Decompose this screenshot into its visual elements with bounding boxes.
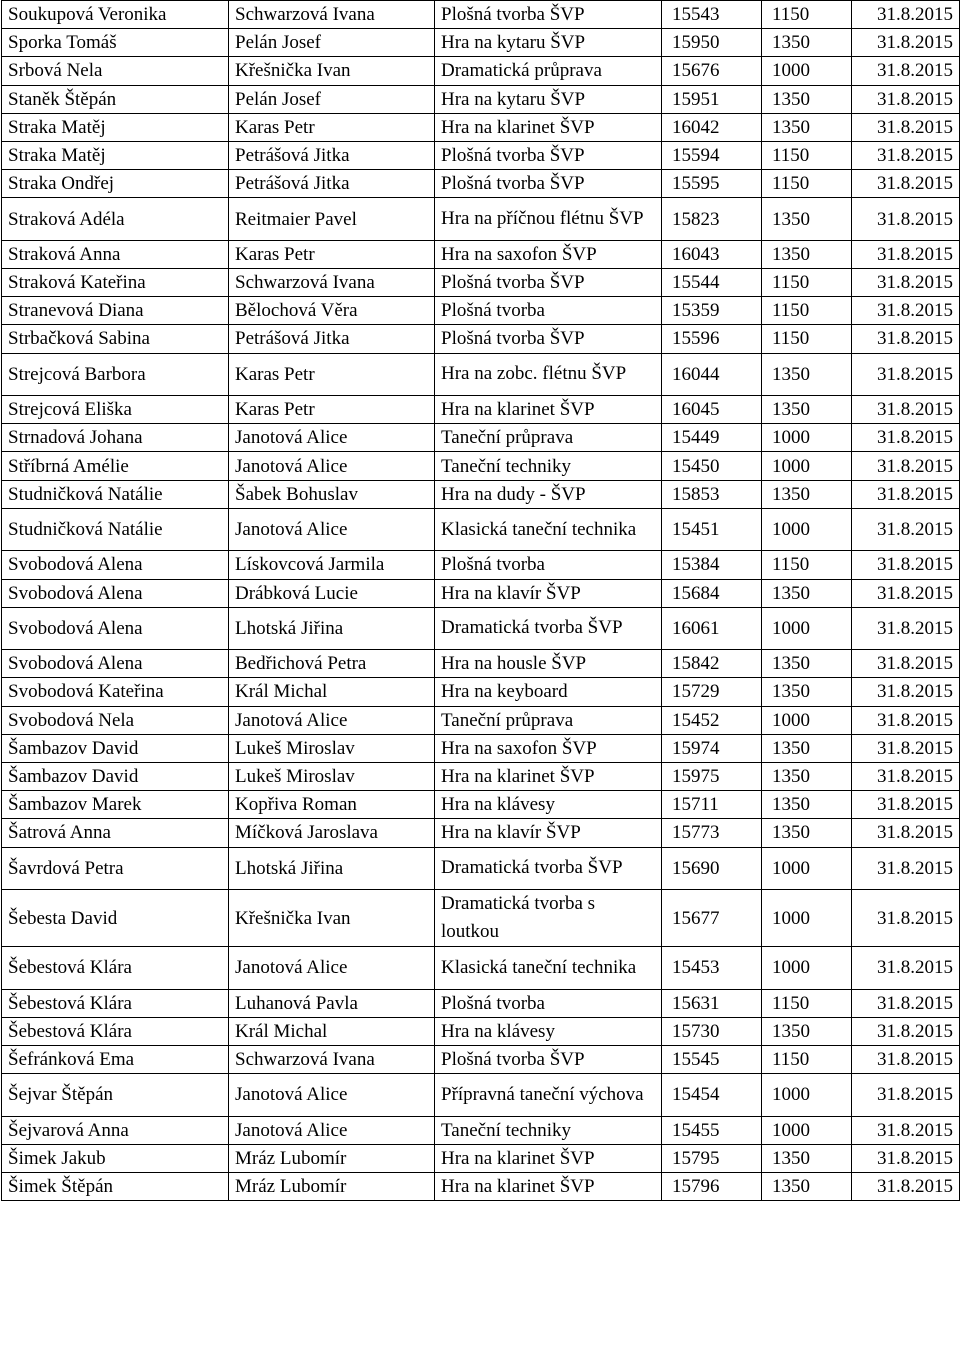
- fee-cell: 1350: [762, 198, 852, 241]
- student-name-cell: Straková Anna: [2, 240, 229, 268]
- code-cell: 16042: [662, 113, 762, 141]
- code-cell: 16043: [662, 240, 762, 268]
- fee-cell: 1350: [762, 113, 852, 141]
- subject-cell: Taneční průprava: [435, 706, 662, 734]
- teacher-name-cell: Drábková Lucie: [229, 579, 435, 607]
- subject-cell: Přípravná taneční výchova: [435, 1074, 662, 1117]
- teacher-name-cell: Janotová Alice: [229, 1116, 435, 1144]
- table-row: [2, 1017, 960, 1045]
- student-name-cell: Staněk Štěpán: [2, 85, 229, 113]
- date-cell: 31.8.2015: [852, 508, 960, 551]
- subject-cell: Klasická taneční technika: [435, 947, 662, 990]
- fee-cell: 1000: [762, 947, 852, 990]
- student-name-cell: Šejvar Štěpán: [2, 1074, 229, 1117]
- fee-cell: 1000: [762, 424, 852, 452]
- date-cell: 31.8.2015: [852, 1116, 960, 1144]
- student-name-cell: Stříbrná Amélie: [2, 452, 229, 480]
- fee-cell: 1000: [762, 508, 852, 551]
- teacher-name-cell: Lhotská Jiřina: [229, 607, 435, 650]
- table-row: [2, 1116, 960, 1144]
- fee-cell: 1150: [762, 170, 852, 198]
- teacher-name-cell: Mráz Lubomír: [229, 1172, 435, 1200]
- code-cell: 15676: [662, 57, 762, 85]
- subject-cell: Hra na dudy - ŠVP: [435, 480, 662, 508]
- code-cell: 15451: [662, 508, 762, 551]
- subject-cell: Hra na kytaru ŠVP: [435, 29, 662, 57]
- student-name-cell: Strejcová Barbora: [2, 353, 229, 396]
- teacher-name-cell: Janotová Alice: [229, 424, 435, 452]
- code-cell: 16045: [662, 396, 762, 424]
- table-row: [2, 791, 960, 819]
- fee-cell: 1000: [762, 706, 852, 734]
- code-cell: 15359: [662, 297, 762, 325]
- code-cell: 15711: [662, 791, 762, 819]
- teacher-name-cell: Král Michal: [229, 678, 435, 706]
- code-cell: 15631: [662, 989, 762, 1017]
- subject-cell: Plošná tvorba ŠVP: [435, 325, 662, 353]
- subject-cell: Dramatická tvorba s loutkou: [435, 890, 662, 947]
- fee-cell: 1350: [762, 1172, 852, 1200]
- subject-cell: Hra na keyboard: [435, 678, 662, 706]
- date-cell: 31.8.2015: [852, 819, 960, 847]
- student-name-cell: Šavrdová Petra: [2, 847, 229, 890]
- code-cell: 15729: [662, 678, 762, 706]
- fee-cell: 1150: [762, 551, 852, 579]
- table-row: [2, 353, 960, 396]
- date-cell: 31.8.2015: [852, 240, 960, 268]
- subject-cell: Klasická taneční technika: [435, 508, 662, 551]
- subject-cell: Hra na klavír ŠVP: [435, 579, 662, 607]
- date-cell: 31.8.2015: [852, 678, 960, 706]
- subject-cell: Plošná tvorba: [435, 551, 662, 579]
- teacher-name-cell: Reitmaier Pavel: [229, 198, 435, 241]
- student-name-cell: Šatrová Anna: [2, 819, 229, 847]
- code-cell: 15594: [662, 141, 762, 169]
- subject-cell: Plošná tvorba ŠVP: [435, 269, 662, 297]
- code-cell: 15853: [662, 480, 762, 508]
- fee-cell: 1350: [762, 29, 852, 57]
- teacher-name-cell: Janotová Alice: [229, 1074, 435, 1117]
- fee-cell: 1350: [762, 353, 852, 396]
- date-cell: 31.8.2015: [852, 297, 960, 325]
- fee-cell: 1150: [762, 989, 852, 1017]
- table-row: [2, 650, 960, 678]
- code-cell: 15449: [662, 424, 762, 452]
- teacher-name-cell: Křešnička Ivan: [229, 890, 435, 947]
- teacher-name-cell: Pelán Josef: [229, 85, 435, 113]
- table-row: [2, 170, 960, 198]
- teacher-name-cell: Mráz Lubomír: [229, 1144, 435, 1172]
- table-row: [2, 762, 960, 790]
- subject-cell: Hra na saxofon ŠVP: [435, 734, 662, 762]
- student-name-cell: Srbová Nela: [2, 57, 229, 85]
- code-cell: 15453: [662, 947, 762, 990]
- student-name-cell: Strnadová Johana: [2, 424, 229, 452]
- code-cell: 15842: [662, 650, 762, 678]
- subject-cell: Hra na klarinet ŠVP: [435, 113, 662, 141]
- date-cell: 31.8.2015: [852, 1017, 960, 1045]
- code-cell: 15974: [662, 734, 762, 762]
- table-row: [2, 480, 960, 508]
- teacher-name-cell: Janotová Alice: [229, 947, 435, 990]
- subject-cell: Taneční techniky: [435, 452, 662, 480]
- code-cell: 16061: [662, 607, 762, 650]
- student-name-cell: Šejvarová Anna: [2, 1116, 229, 1144]
- fee-cell: 1150: [762, 1, 852, 29]
- subject-cell: Taneční průprava: [435, 424, 662, 452]
- fee-cell: 1150: [762, 1045, 852, 1073]
- subject-cell: Hra na příčnou flétnu ŠVP: [435, 198, 662, 241]
- teacher-name-cell: Král Michal: [229, 1017, 435, 1045]
- student-name-cell: Šebesta David: [2, 890, 229, 947]
- subject-cell: Hra na klarinet ŠVP: [435, 762, 662, 790]
- student-name-cell: Šimek Jakub: [2, 1144, 229, 1172]
- subject-cell: Hra na zobc. flétnu ŠVP: [435, 353, 662, 396]
- date-cell: 31.8.2015: [852, 1, 960, 29]
- student-name-cell: Šebestová Klára: [2, 989, 229, 1017]
- fee-cell: 1350: [762, 791, 852, 819]
- fee-cell: 1000: [762, 890, 852, 947]
- teacher-name-cell: Míčková Jaroslava: [229, 819, 435, 847]
- code-cell: 15773: [662, 819, 762, 847]
- fee-cell: 1350: [762, 1017, 852, 1045]
- teacher-name-cell: Bedřichová Petra: [229, 650, 435, 678]
- table-row: [2, 269, 960, 297]
- teacher-name-cell: Karas Petr: [229, 240, 435, 268]
- teacher-name-cell: Lhotská Jiřina: [229, 847, 435, 890]
- date-cell: 31.8.2015: [852, 170, 960, 198]
- table-row: [2, 678, 960, 706]
- fee-cell: 1150: [762, 141, 852, 169]
- fee-cell: 1350: [762, 85, 852, 113]
- student-name-cell: Svobodová Kateřina: [2, 678, 229, 706]
- date-cell: 31.8.2015: [852, 607, 960, 650]
- fee-cell: 1150: [762, 269, 852, 297]
- teacher-name-cell: Křešnička Ivan: [229, 57, 435, 85]
- code-cell: 15795: [662, 1144, 762, 1172]
- table-row: [2, 198, 960, 241]
- table-body: [2, 1, 960, 1201]
- table-row: [2, 141, 960, 169]
- date-cell: 31.8.2015: [852, 579, 960, 607]
- code-cell: 15384: [662, 551, 762, 579]
- fee-cell: 1000: [762, 57, 852, 85]
- code-cell: 16044: [662, 353, 762, 396]
- table-row: [2, 508, 960, 551]
- student-name-cell: Svobodová Alena: [2, 607, 229, 650]
- subject-cell: Plošná tvorba ŠVP: [435, 170, 662, 198]
- fee-cell: 1000: [762, 847, 852, 890]
- table-row: [2, 297, 960, 325]
- date-cell: 31.8.2015: [852, 762, 960, 790]
- date-cell: 31.8.2015: [852, 706, 960, 734]
- teacher-name-cell: Lískovcová Jarmila: [229, 551, 435, 579]
- code-cell: 15823: [662, 198, 762, 241]
- table-row: [2, 734, 960, 762]
- code-cell: 15796: [662, 1172, 762, 1200]
- subject-cell: Hra na klarinet ŠVP: [435, 1172, 662, 1200]
- fee-cell: 1000: [762, 1116, 852, 1144]
- table-row: [2, 607, 960, 650]
- teacher-name-cell: Pelán Josef: [229, 29, 435, 57]
- table-row: [2, 29, 960, 57]
- date-cell: 31.8.2015: [852, 396, 960, 424]
- table-row: [2, 113, 960, 141]
- code-cell: 15975: [662, 762, 762, 790]
- code-cell: 15450: [662, 452, 762, 480]
- student-name-cell: Svobodová Alena: [2, 650, 229, 678]
- fee-cell: 1350: [762, 480, 852, 508]
- subject-cell: Dramatická tvorba ŠVP: [435, 607, 662, 650]
- table-row: [2, 240, 960, 268]
- teacher-name-cell: Lukeš Miroslav: [229, 762, 435, 790]
- fee-cell: 1350: [762, 1144, 852, 1172]
- teacher-name-cell: Schwarzová Ivana: [229, 269, 435, 297]
- code-cell: 15684: [662, 579, 762, 607]
- table-row: [2, 1, 960, 29]
- subject-cell: Hra na kytaru ŠVP: [435, 85, 662, 113]
- fee-cell: 1150: [762, 297, 852, 325]
- fee-cell: 1350: [762, 819, 852, 847]
- table-row: [2, 579, 960, 607]
- subject-cell: Plošná tvorba ŠVP: [435, 141, 662, 169]
- table-row: [2, 989, 960, 1017]
- date-cell: 31.8.2015: [852, 57, 960, 85]
- teacher-name-cell: Schwarzová Ivana: [229, 1, 435, 29]
- subject-cell: Hra na klávesy: [435, 791, 662, 819]
- teacher-name-cell: Janotová Alice: [229, 706, 435, 734]
- fee-cell: 1350: [762, 762, 852, 790]
- student-name-cell: Šambazov David: [2, 734, 229, 762]
- student-name-cell: Šebestová Klára: [2, 1017, 229, 1045]
- table-row: [2, 57, 960, 85]
- subject-cell: Hra na klarinet ŠVP: [435, 396, 662, 424]
- code-cell: 15730: [662, 1017, 762, 1045]
- student-name-cell: Šebestová Klára: [2, 947, 229, 990]
- subject-cell: Plošná tvorba: [435, 297, 662, 325]
- code-cell: 15950: [662, 29, 762, 57]
- teacher-name-cell: Karas Petr: [229, 113, 435, 141]
- date-cell: 31.8.2015: [852, 1074, 960, 1117]
- student-name-cell: Šambazov David: [2, 762, 229, 790]
- date-cell: 31.8.2015: [852, 791, 960, 819]
- student-name-cell: Straková Adéla: [2, 198, 229, 241]
- fee-cell: 1000: [762, 607, 852, 650]
- table-row: [2, 452, 960, 480]
- teacher-name-cell: Schwarzová Ivana: [229, 1045, 435, 1073]
- code-cell: 15595: [662, 170, 762, 198]
- date-cell: 31.8.2015: [852, 1144, 960, 1172]
- subject-cell: Plošná tvorba ŠVP: [435, 1, 662, 29]
- date-cell: 31.8.2015: [852, 424, 960, 452]
- date-cell: 31.8.2015: [852, 29, 960, 57]
- student-name-cell: Straka Matěj: [2, 113, 229, 141]
- fee-cell: 1150: [762, 325, 852, 353]
- subject-cell: Plošná tvorba: [435, 989, 662, 1017]
- student-name-cell: Svobodová Nela: [2, 706, 229, 734]
- date-cell: 31.8.2015: [852, 141, 960, 169]
- code-cell: 15951: [662, 85, 762, 113]
- date-cell: 31.8.2015: [852, 198, 960, 241]
- table-row: [2, 1144, 960, 1172]
- teacher-name-cell: Kopřiva Roman: [229, 791, 435, 819]
- fee-cell: 1350: [762, 579, 852, 607]
- table-row: [2, 819, 960, 847]
- date-cell: 31.8.2015: [852, 353, 960, 396]
- subject-cell: Hra na saxofon ŠVP: [435, 240, 662, 268]
- code-cell: 15452: [662, 706, 762, 734]
- table-row: [2, 1172, 960, 1200]
- subject-cell: Plošná tvorba ŠVP: [435, 1045, 662, 1073]
- teacher-name-cell: Bělochová Věra: [229, 297, 435, 325]
- student-name-cell: Straka Matěj: [2, 141, 229, 169]
- code-cell: 15543: [662, 1, 762, 29]
- teacher-name-cell: Petrášová Jitka: [229, 141, 435, 169]
- date-cell: 31.8.2015: [852, 890, 960, 947]
- student-name-cell: Šimek Štěpán: [2, 1172, 229, 1200]
- date-cell: 31.8.2015: [852, 452, 960, 480]
- teacher-name-cell: Petrášová Jitka: [229, 325, 435, 353]
- student-name-cell: Sporka Tomáš: [2, 29, 229, 57]
- subject-cell: Hra na klarinet ŠVP: [435, 1144, 662, 1172]
- date-cell: 31.8.2015: [852, 650, 960, 678]
- table-row: [2, 706, 960, 734]
- subject-cell: Hra na klavír ŠVP: [435, 819, 662, 847]
- fee-cell: 1350: [762, 734, 852, 762]
- table-row: [2, 1045, 960, 1073]
- date-cell: 31.8.2015: [852, 85, 960, 113]
- table-row: [2, 396, 960, 424]
- student-name-cell: Strbačková Sabina: [2, 325, 229, 353]
- fee-cell: 1350: [762, 396, 852, 424]
- date-cell: 31.8.2015: [852, 734, 960, 762]
- date-cell: 31.8.2015: [852, 551, 960, 579]
- teacher-name-cell: Lukeš Miroslav: [229, 734, 435, 762]
- student-name-cell: Šambazov Marek: [2, 791, 229, 819]
- code-cell: 15690: [662, 847, 762, 890]
- student-name-cell: Straka Ondřej: [2, 170, 229, 198]
- table-row: [2, 1074, 960, 1117]
- teacher-name-cell: Šabek Bohuslav: [229, 480, 435, 508]
- table-row: [2, 551, 960, 579]
- code-cell: 15454: [662, 1074, 762, 1117]
- date-cell: 31.8.2015: [852, 325, 960, 353]
- fee-cell: 1000: [762, 452, 852, 480]
- teacher-name-cell: Janotová Alice: [229, 508, 435, 551]
- table-row: [2, 85, 960, 113]
- date-cell: 31.8.2015: [852, 1045, 960, 1073]
- teacher-name-cell: Luhanová Pavla: [229, 989, 435, 1017]
- fee-cell: 1350: [762, 650, 852, 678]
- student-name-cell: Strejcová Eliška: [2, 396, 229, 424]
- fee-cell: 1350: [762, 240, 852, 268]
- subject-cell: Dramatická průprava: [435, 57, 662, 85]
- date-cell: 31.8.2015: [852, 269, 960, 297]
- fee-cell: 1000: [762, 1074, 852, 1117]
- code-cell: 15677: [662, 890, 762, 947]
- date-cell: 31.8.2015: [852, 480, 960, 508]
- student-name-cell: Straková Kateřina: [2, 269, 229, 297]
- student-name-cell: Studničková Natálie: [2, 480, 229, 508]
- enrollment-table: [1, 0, 960, 1201]
- date-cell: 31.8.2015: [852, 113, 960, 141]
- code-cell: 15596: [662, 325, 762, 353]
- table-row: [2, 847, 960, 890]
- subject-cell: Dramatická tvorba ŠVP: [435, 847, 662, 890]
- teacher-name-cell: Karas Petr: [229, 353, 435, 396]
- date-cell: 31.8.2015: [852, 947, 960, 990]
- student-name-cell: Šefránková Ema: [2, 1045, 229, 1073]
- fee-cell: 1350: [762, 678, 852, 706]
- table-row: [2, 890, 960, 947]
- subject-cell: Hra na housle ŠVP: [435, 650, 662, 678]
- code-cell: 15455: [662, 1116, 762, 1144]
- teacher-name-cell: Petrášová Jitka: [229, 170, 435, 198]
- date-cell: 31.8.2015: [852, 1172, 960, 1200]
- student-name-cell: Studničková Natálie: [2, 508, 229, 551]
- student-name-cell: Stranevová Diana: [2, 297, 229, 325]
- date-cell: 31.8.2015: [852, 847, 960, 890]
- teacher-name-cell: Janotová Alice: [229, 452, 435, 480]
- subject-cell: Hra na klávesy: [435, 1017, 662, 1045]
- table-row: [2, 947, 960, 990]
- student-name-cell: Svobodová Alena: [2, 579, 229, 607]
- table-row: [2, 424, 960, 452]
- code-cell: 15545: [662, 1045, 762, 1073]
- table-row: [2, 325, 960, 353]
- date-cell: 31.8.2015: [852, 989, 960, 1017]
- student-name-cell: Svobodová Alena: [2, 551, 229, 579]
- teacher-name-cell: Karas Petr: [229, 396, 435, 424]
- code-cell: 15544: [662, 269, 762, 297]
- subject-cell: Taneční techniky: [435, 1116, 662, 1144]
- student-name-cell: Soukupová Veronika: [2, 1, 229, 29]
